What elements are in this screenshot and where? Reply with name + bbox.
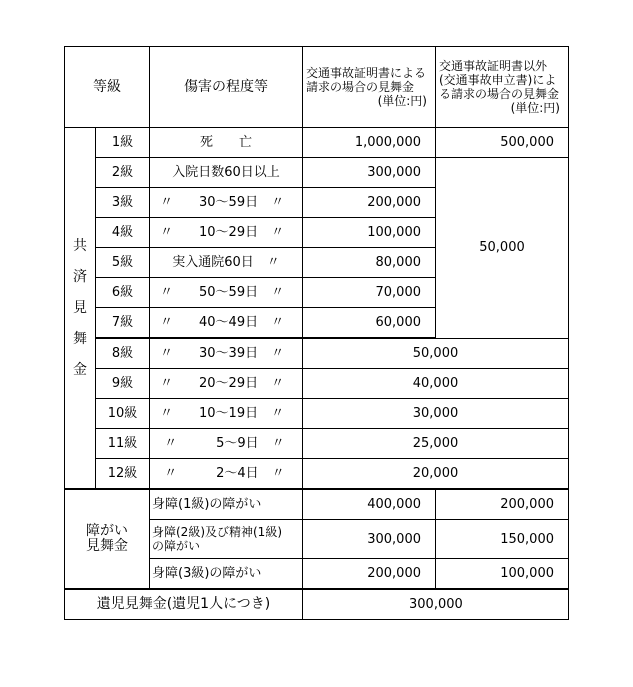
other-amount: 500,000 [436,128,569,158]
degree-cell: 〃 10〜29日 〃 [150,218,303,248]
grade-cell: 6級 [96,278,150,308]
other-amount: 200,000 [436,489,569,520]
header-grade: 等級 [65,47,150,128]
degree-cell: 〃 5〜9日 〃 [150,429,303,459]
degree-cell: 〃 30〜59日 〃 [150,188,303,218]
cert-amount: 60,000 [303,308,436,339]
grade-cell: 7級 [96,308,150,339]
disability-degree: 身障(2級)及び精神(1級) の障がい [150,520,303,559]
degree-cell: 〃 50〜59日 〃 [150,278,303,308]
orphan-amount: 300,000 [303,589,569,620]
header-cert-amount: 交通事故証明書による 請求の場合の見舞金 (単位:円) [303,47,436,128]
shared-amount: 40,000 [303,369,569,399]
cert-amount: 100,000 [303,218,436,248]
cert-amount: 200,000 [303,188,436,218]
grade-cell: 11級 [96,429,150,459]
grade-cell: 1級 [96,128,150,158]
cert-amount: 1,000,000 [303,128,436,158]
grade-cell: 4級 [96,218,150,248]
grade-cell: 9級 [96,369,150,399]
grade-cell: 10級 [96,399,150,429]
benefit-table [64,46,569,620]
grade-cell: 5級 [96,248,150,278]
cert-amount: 200,000 [303,559,436,590]
grade-cell: 3級 [96,188,150,218]
other-amount: 100,000 [436,559,569,590]
cert-amount: 300,000 [303,520,436,559]
grade-cell: 12級 [96,459,150,490]
header-other-amount: 交通事故証明書以外 (交通事故申立書)によ る請求の場合の見舞金 (単位:円) [436,47,569,128]
cert-amount: 80,000 [303,248,436,278]
cert-amount: 400,000 [303,489,436,520]
header-degree: 傷害の程度等 [150,47,303,128]
degree-cell: 入院日数60日以上 [150,158,303,188]
grade-cell: 8級 [96,338,150,369]
kyosai-label: 共 済 見 舞 金 [65,128,96,490]
degree-cell: 〃 10〜19日 〃 [150,399,303,429]
disability-degree: 身障(3級)の障がい [150,559,303,590]
degree-cell: 〃 2〜4日 〃 [150,459,303,490]
orphan-label: 遺児見舞金(遺児1人につき) [65,589,303,620]
shared-amount: 30,000 [303,399,569,429]
degree-cell: 実入通院60日 〃 [150,248,303,278]
degree-cell: 〃 20〜29日 〃 [150,369,303,399]
shared-amount: 50,000 [303,338,569,369]
cert-amount: 300,000 [303,158,436,188]
degree-cell: 〃 40〜49日 〃 [150,308,303,339]
grade-cell: 2級 [96,158,150,188]
degree-cell: 死 亡 [150,128,303,158]
disability-label: 障がい 見舞金 [65,489,150,589]
other-amount: 150,000 [436,520,569,559]
degree-cell: 〃 30〜39日 〃 [150,338,303,369]
shared-amount: 20,000 [303,459,569,490]
cert-amount: 70,000 [303,278,436,308]
merged-other-amount: 50,000 [436,158,569,339]
disability-degree: 身障(1級)の障がい [150,489,303,520]
shared-amount: 25,000 [303,429,569,459]
